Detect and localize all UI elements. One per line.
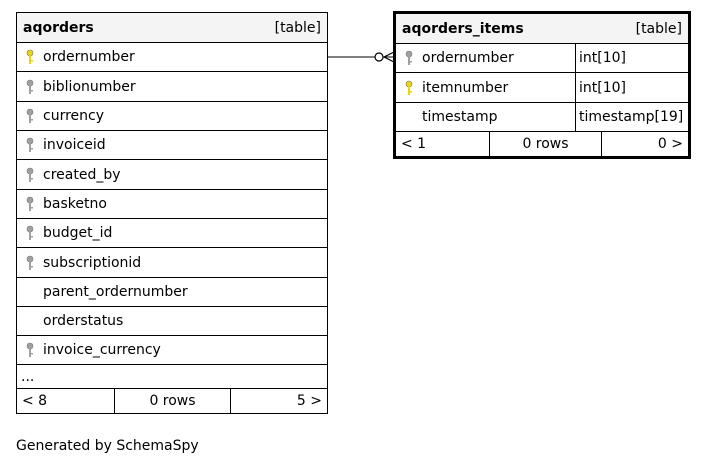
column-row[interactable] (17, 278, 327, 307)
column-row[interactable] (17, 102, 327, 131)
column-name: ordernumber (422, 50, 514, 66)
column-name-cell (17, 43, 327, 71)
column-name: invoiceid (43, 137, 106, 153)
foreign-key-icon (17, 137, 43, 153)
column-name-cell (396, 44, 575, 72)
footer-children: 0 > (657, 136, 683, 152)
column-name: invoice_currency (43, 342, 161, 358)
column-name-cell (396, 73, 575, 102)
column-name-cell (396, 103, 575, 131)
column-row[interactable] (17, 248, 327, 278)
table-aqorders[interactable] (16, 12, 328, 414)
footer-rows: 0 rows (489, 132, 602, 156)
table-footer (17, 389, 327, 413)
column-name-cell (17, 72, 327, 101)
foreign-key-icon (17, 225, 43, 241)
column-type: int[10] (575, 44, 688, 72)
column-row[interactable] (17, 307, 327, 336)
foreign-key-icon (396, 50, 422, 66)
column-row[interactable] (17, 160, 327, 190)
column-name-cell (17, 307, 327, 335)
column-name-cell (17, 336, 327, 364)
column-row[interactable] (17, 190, 327, 219)
column-name: budget_id (43, 225, 113, 241)
foreign-key-icon (17, 167, 43, 183)
column-row[interactable] (17, 336, 327, 365)
column-row[interactable] (17, 365, 327, 389)
generated-by-label: Generated by SchemaSpy (16, 438, 199, 454)
column-row[interactable] (17, 219, 327, 248)
table-header (396, 14, 688, 44)
table-name: aqorders_items (402, 20, 524, 37)
column-row[interactable] (17, 72, 327, 102)
column-name: biblionumber (43, 78, 136, 95)
column-row[interactable] (396, 103, 688, 132)
table-kind: [table] (274, 19, 321, 36)
column-name: timestamp (422, 109, 498, 125)
primary-key-icon (396, 80, 422, 96)
column-name-cell (17, 219, 327, 247)
column-row[interactable] (17, 43, 327, 72)
column-name: ordernumber (43, 49, 135, 65)
column-name: subscriptionid (43, 254, 142, 271)
table-aqorders-items[interactable] (393, 11, 691, 159)
footer-parents: < 1 (401, 136, 427, 152)
column-type: timestamp[19] (575, 103, 688, 131)
table-header (17, 13, 327, 43)
foreign-key-icon (17, 196, 43, 212)
column-name-cell (17, 102, 327, 130)
column-name-cell (17, 365, 327, 388)
zero-or-many-circle (375, 53, 383, 61)
column-name: created_by (43, 166, 121, 183)
footer-rows: 0 rows (114, 389, 231, 413)
primary-key-icon (17, 49, 43, 65)
column-row[interactable] (17, 131, 327, 160)
column-type: int[10] (575, 73, 688, 102)
table-name: aqorders (23, 19, 94, 36)
column-name-cell (17, 248, 327, 277)
footer-parents: < 8 (22, 393, 48, 409)
column-name-cell (17, 278, 327, 306)
column-name: basketno (43, 196, 107, 212)
column-name: currency (43, 108, 104, 124)
footer-children: 5 > (296, 393, 322, 409)
column-name-cell (17, 190, 327, 218)
foreign-key-icon (17, 108, 43, 124)
column-name-cell (17, 160, 327, 189)
column-name: parent_ordernumber (43, 284, 188, 300)
foreign-key-icon (17, 342, 43, 358)
foreign-key-icon (17, 255, 43, 271)
table-kind: [table] (635, 20, 682, 37)
column-row[interactable] (396, 44, 688, 73)
column-name-cell (17, 131, 327, 159)
column-name: orderstatus (43, 313, 124, 329)
table-footer (396, 132, 688, 156)
column-name: itemnumber (422, 79, 509, 96)
column-name: ... (21, 368, 35, 385)
foreign-key-icon (17, 79, 43, 95)
column-row[interactable] (396, 73, 688, 103)
